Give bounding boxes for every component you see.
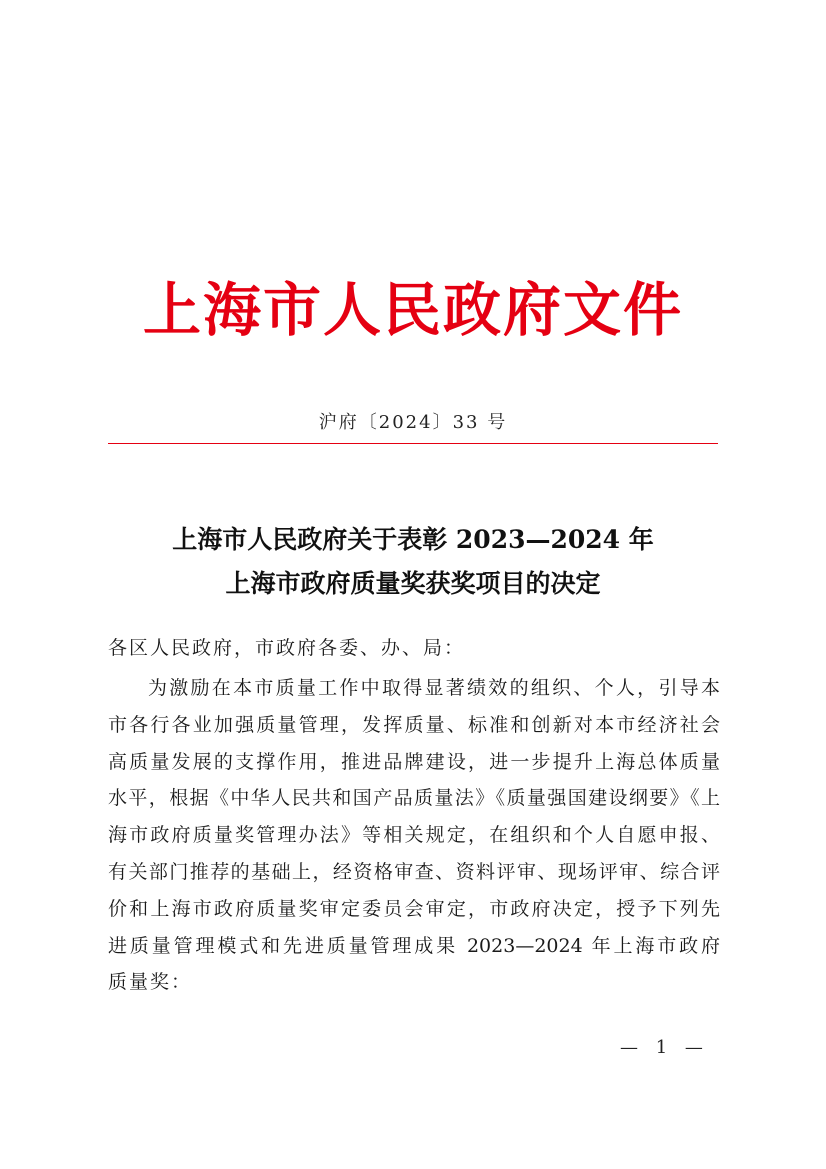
body-line: 海市政府质量奖管理办法》等相关规定，在组织和个人自愿申报、 bbox=[108, 824, 720, 847]
body-line: 为激励在本市质量工作中取得显著绩效的组织、个人，引导本 bbox=[148, 677, 720, 699]
body-line: 进质量管理模式和先进质量管理成果 2023—2024 年上海市政府 bbox=[108, 934, 720, 957]
title-line-1: 上海市人民政府关于表彰 2023—2024 年 bbox=[172, 525, 654, 554]
body-line: 价和上海市政府质量奖审定委员会审定，市政府决定，授予下列先 bbox=[108, 897, 720, 920]
title-line-2: 上海市政府质量奖获奖项目的决定 bbox=[225, 569, 601, 598]
body-paragraph bbox=[108, 670, 720, 1001]
page-number: — 1 — bbox=[620, 1037, 709, 1058]
body-line: 市各行各业加强质量管理，发挥质量、标准和创新对本市经济社会 bbox=[108, 713, 720, 736]
body-line: 质量奖： bbox=[108, 971, 193, 994]
salutation: 各区人民政府，市政府各委、办、局： bbox=[108, 637, 466, 659]
document-number: 沪府〔2024〕33 号 bbox=[318, 412, 508, 433]
red-separator-line bbox=[108, 443, 718, 444]
document-title bbox=[0, 518, 826, 606]
body-line: 水平，根据《中华人民共和国产品质量法》《质量强国建设纲要》《上 bbox=[108, 787, 720, 810]
document-masthead: 上海市人民政府文件 bbox=[142, 276, 683, 344]
body-line: 高质量发展的支撑作用，推进品牌建设，进一步提升上海总体质量 bbox=[108, 750, 720, 773]
body-line: 有关部门推荐的基础上，经资格审查、资料评审、现场评审、综合评 bbox=[108, 860, 720, 883]
